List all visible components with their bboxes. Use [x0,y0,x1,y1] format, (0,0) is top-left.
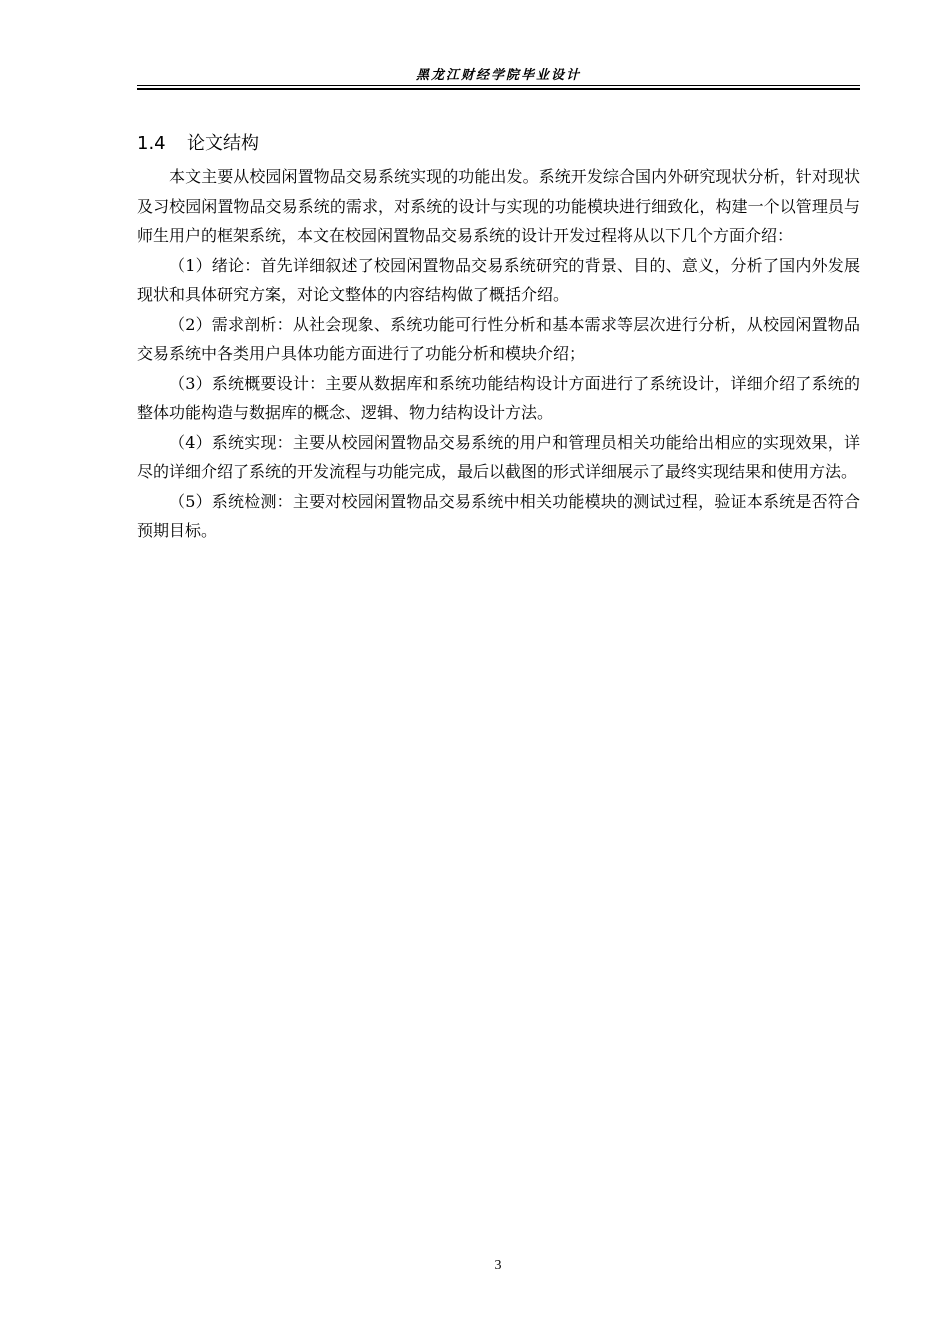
section-heading [137,131,259,157]
paragraph-item-4: （4）系统实现：主要从校园闲置物品交易系统的用户和管理员相关功能给出相应的实现效果，详尽的详细介绍了系统的开发流程与功能完成，最后以截图的形式详细展示了最终实现结果和使用方法。 [137,432,860,481]
paragraph-item-2: （2）需求剖析：从社会现象、系统功能可行性分析和基本需求等层次进行分析，从校园闲置物品交易系统中各类用户具体功能方面进行了功能分析和模块介绍； [137,314,860,363]
section-number: 1.4 [137,133,166,154]
paragraph-intro: 本文主要从校园闲置物品交易系统实现的功能出发。系统开发综合国内外研究现状分析，针对现状及习校园闲置物品交易系统的需求，对系统的设计与实现的功能模块进行细致化，构建一个以管理员与师生用户的框架系统，本文在校园闲置物品交易系统的设计开发过程将从以下几个方面介绍： [137,167,860,245]
paragraph-item-5: （5）系统检测：主要对校园闲置物品交易系统中相关功能模块的测试过程，验证本系统是否符合预期目标。 [137,491,860,540]
running-header: 黑龙江财经学院毕业设计 [415,68,581,83]
page-number: 3 [494,1258,502,1273]
section-title: 论文结构 [187,133,259,154]
paragraph-item-1: （1）绪论：首先详细叙述了校园闲置物品交易系统研究的背景、目的、意义，分析了国内外发展现状和具体研究方案，对论文整体的内容结构做了概括介绍。 [137,255,860,304]
paragraph-item-3: （3）系统概要设计：主要从数据库和系统功能结构设计方面进行了系统设计，详细介绍了系统的整体功能构造与数据库的概念、逻辑、物力结构设计方法。 [137,373,860,422]
header-rule-thick [137,88,860,90]
body-text [137,162,860,546]
header-rule-thin [137,85,860,86]
